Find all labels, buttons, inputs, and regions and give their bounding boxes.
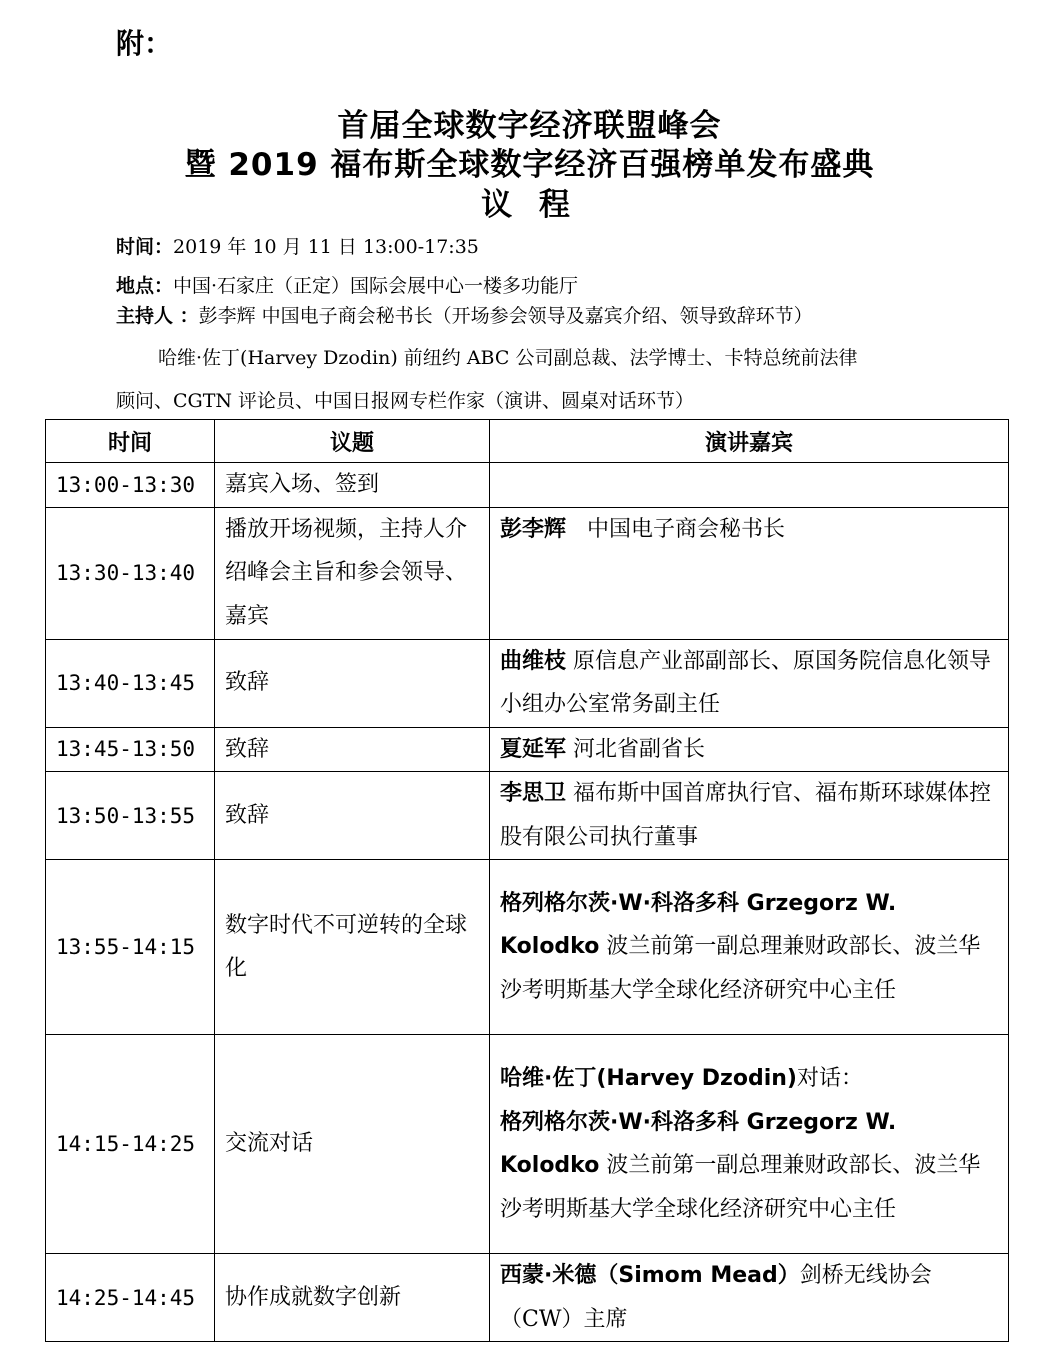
speaker-name: 哈维·佐丁(Harvey Dzodin) bbox=[500, 1066, 797, 1091]
page-title-line1: 首届全球数字经济联盟峰会 bbox=[337, 108, 722, 144]
speaker-name: 夏延军 bbox=[500, 736, 567, 762]
speaker-desc: 对话： bbox=[796, 1066, 863, 1091]
table-row bbox=[46, 507, 1009, 639]
row-time: 13:30-13:40 bbox=[46, 507, 215, 639]
header-time: 时间 bbox=[46, 420, 215, 463]
table-row bbox=[46, 639, 1009, 727]
time-value: 2019 年 10 月 11 日 13:00-17:35 bbox=[173, 236, 479, 258]
speaker-name: 曲维枝 bbox=[500, 648, 567, 674]
row-topic: 数字时代不可逆转的全球化 bbox=[215, 860, 490, 1035]
row-speaker bbox=[490, 727, 1009, 772]
speaker-name: 格列格尔茨·W·科洛多科 Grzegorz W. Kolodko bbox=[500, 890, 897, 960]
dialogue-intro bbox=[500, 1057, 998, 1101]
table-row bbox=[46, 772, 1009, 860]
host-label: 主持人 ： bbox=[116, 305, 199, 327]
page-title-line2: 暨 2019 福布斯全球数字经济百强榜单发布盛典 bbox=[184, 147, 875, 183]
speaker-desc: 河北省副省长 bbox=[566, 736, 706, 762]
row-topic: 播放开场视频，主持人介绍峰会主旨和参会领导、嘉宾 bbox=[215, 507, 490, 639]
row-time: 13:50-13:55 bbox=[46, 772, 215, 860]
table-row bbox=[46, 860, 1009, 1035]
table-row bbox=[46, 1254, 1009, 1342]
speaker-name: 李思卫 bbox=[500, 781, 567, 806]
agenda-table bbox=[45, 419, 1009, 1342]
speaker-name: 彭李辉 bbox=[500, 516, 567, 542]
host2-line2: 顾问、CGTN 评论员、中国日报网专栏作家（演讲、圆桌对话环节） bbox=[116, 390, 695, 412]
row-time: 14:25-14:45 bbox=[46, 1254, 215, 1342]
row-time: 13:00-13:30 bbox=[46, 463, 215, 508]
row-topic: 致辞 bbox=[215, 772, 490, 860]
row-time: 13:45-13:50 bbox=[46, 727, 215, 772]
row-speaker bbox=[490, 1035, 1009, 1254]
row-topic: 协作成就数字创新 bbox=[215, 1254, 490, 1342]
speaker-desc: 原信息产业部副部长、原国务院信息化领导小组办公室常务副主任 bbox=[500, 648, 992, 717]
host-info bbox=[116, 303, 813, 329]
attachment-label: 附： bbox=[116, 27, 173, 60]
dialogue-guest bbox=[500, 1101, 998, 1232]
row-time: 13:55-14:15 bbox=[46, 860, 215, 1035]
place-label: 地点： bbox=[116, 275, 174, 297]
row-speaker bbox=[490, 860, 1009, 1035]
table-row bbox=[46, 463, 1009, 508]
row-speaker bbox=[490, 1254, 1009, 1342]
table-row bbox=[46, 727, 1009, 772]
host2-line1: 哈维·佐丁(Harvey Dzodin) 前纽约 ABC 公司副总裁、法学博士、卡特总统前法律 bbox=[158, 347, 858, 369]
row-topic: 嘉宾入场、签到 bbox=[215, 463, 490, 508]
speaker-desc: 中国电子商会秘书长 bbox=[566, 516, 785, 542]
speaker-desc: 福布斯中国首席执行官、福布斯环球媒体控股有限公司执行董事 bbox=[500, 781, 992, 850]
row-time: 13:40-13:45 bbox=[46, 639, 215, 727]
row-topic: 交流对话 bbox=[215, 1035, 490, 1254]
row-topic: 致辞 bbox=[215, 639, 490, 727]
row-speaker bbox=[490, 772, 1009, 860]
speaker-name: 西蒙·米德（Simom Mead） bbox=[500, 1263, 800, 1288]
place-info bbox=[116, 273, 578, 299]
row-speaker bbox=[490, 639, 1009, 727]
row-speaker bbox=[490, 463, 1009, 508]
place-value: 中国·石家庄（正定）国际会展中心一楼多功能厅 bbox=[173, 275, 579, 297]
host1-value: 彭李辉 中国电子商会秘书长（开场参会领导及嘉宾介绍、领导致辞环节） bbox=[198, 305, 813, 327]
speaker2-desc: 波兰前第一副总理兼财政部长、波兰华沙考明斯基大学全球化经济研究中心主任 bbox=[500, 1153, 981, 1222]
header-speaker: 演讲嘉宾 bbox=[490, 420, 1009, 463]
speaker2-name: 格列格尔茨·W·科洛多科 Grzegorz W. Kolodko bbox=[500, 1109, 897, 1178]
time-info bbox=[116, 234, 479, 260]
table-row bbox=[46, 1035, 1009, 1254]
time-label: 时间： bbox=[116, 236, 174, 258]
row-time: 14:15-14:25 bbox=[46, 1035, 215, 1254]
row-topic: 致辞 bbox=[215, 727, 490, 772]
speaker-desc: 剑桥无线协会（CW）主席 bbox=[500, 1263, 932, 1332]
page-title-line3: 议 程 bbox=[481, 187, 578, 223]
table-header-row bbox=[46, 420, 1009, 463]
header-topic: 议题 bbox=[215, 420, 490, 463]
row-speaker bbox=[490, 507, 1009, 639]
speaker-desc: 波兰前第一副总理兼财政部长、波兰华沙考明斯基大学全球化经济研究中心主任 bbox=[500, 934, 981, 1003]
